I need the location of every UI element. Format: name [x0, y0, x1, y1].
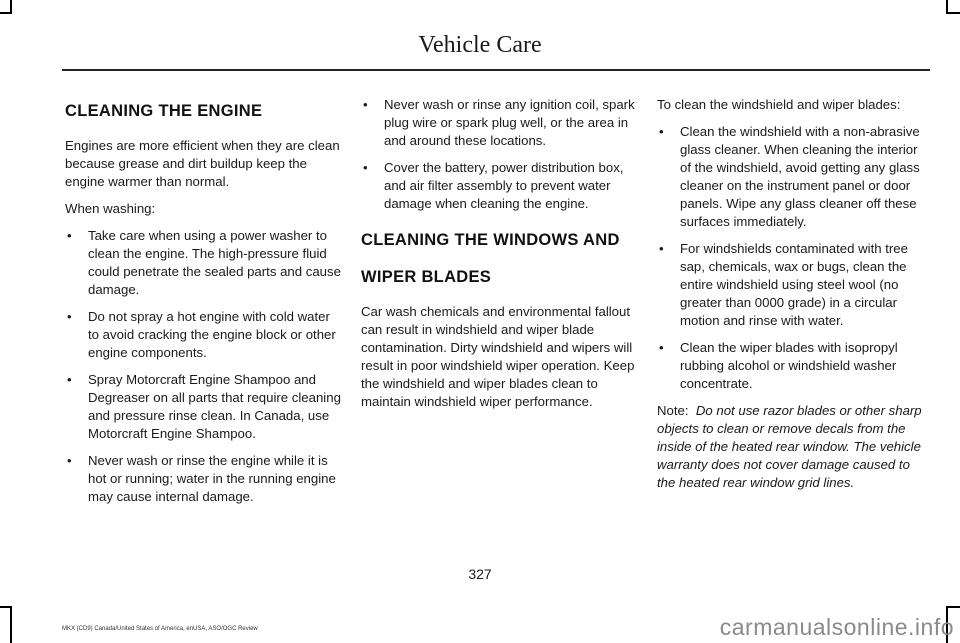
page-number: 327 [468, 566, 492, 582]
header-rule [62, 69, 930, 71]
crop-mark-top-left-h [0, 12, 12, 14]
crop-mark-top-right-h [946, 12, 960, 14]
crop-mark-bottom-right-h [946, 606, 960, 608]
bullet-icon: • [363, 160, 368, 175]
crop-mark-bottom-left-h [0, 606, 12, 608]
list-item-text: Clean the wiper blades with isopropyl rubbing alcohol or windshield washer concentrate. [680, 340, 898, 391]
windshield-intro: To clean the windshield and wiper blades: [657, 97, 901, 112]
list-item-text: For windshields contaminated with tree sap, chemicals, wax or bugs, clean the entire windshield using steel wool (no greater than 0000 grade) in a circular motion and rinse with water. [680, 241, 908, 328]
list-item [65, 308, 341, 362]
list-item [657, 240, 929, 330]
list-item [65, 371, 341, 443]
bullet-icon: • [363, 97, 368, 112]
section-heading-windows [361, 227, 636, 291]
list-item [361, 96, 636, 150]
list-item [65, 227, 341, 299]
column-2 [361, 96, 636, 420]
note-label: Note: [657, 403, 689, 418]
bullet-icon: • [659, 241, 664, 256]
section-heading-engine: CLEANING THE ENGINE [65, 102, 263, 120]
list-item-text: Clean the windshield with a non-abrasive glass cleaner. When cleaning the interior of the windshield, avoid getting any glass cleaner on the instrument panel or door panels. Wipe any glass cleaner off these surfaces immediately. [680, 124, 920, 229]
section-heading-windows-line1: CLEANING THE WINDOWS AND [361, 231, 620, 249]
list-item-text: Never wash or rinse any ignition coil, spark plug wire or spark plug well, or the area in and around these locations. [384, 97, 635, 148]
bullet-icon: • [67, 372, 72, 387]
column-1 [65, 96, 341, 515]
list-item-text: Never wash or rinse the engine while it is hot or running; water in the running engine may cause internal damage. [88, 453, 336, 504]
note-text: Do not use razor blades or other sharp objects to clean or remove decals from the inside of the heated rear window. The vehicle warranty does not cover damage caused to the heated rear window grid lines. [657, 403, 922, 490]
list-item [657, 339, 929, 393]
bullet-icon: • [659, 340, 664, 355]
engine-bullet-list [65, 227, 341, 506]
bullet-icon: • [67, 309, 72, 324]
list-item [65, 452, 341, 506]
crop-mark-bottom-left-v [10, 606, 12, 643]
column-3 [657, 96, 929, 501]
list-item-text: Take care when using a power washer to clean the engine. The high-pressure fluid could penetrate the sealed parts and cause damage. [88, 228, 341, 297]
bullet-icon: • [67, 453, 72, 468]
list-item-text: Spray Motorcraft Engine Shampoo and Degreaser on all parts that require cleaning and pressure rinse clean. In Canada, use Motorcraft Engine Shampoo. [88, 372, 341, 441]
windows-paragraph: Car wash chemicals and environmental fallout can result in windshield and wiper blade contamination. Dirty windshield and wipers will result in poor windshield wiper operation. Keep the windshield and wiper blades clean to maintain windshield wiper performance. [361, 304, 635, 409]
footer-text: MKX (CD9) Canada/United States of America, enUSA, ASO/OGC Review [62, 626, 258, 632]
note [657, 402, 929, 492]
section-heading-windows-line2: WIPER BLADES [361, 268, 492, 286]
bullet-icon: • [67, 228, 72, 243]
list-item-text: Cover the battery, power distribution box, and air filter assembly to prevent water damage when cleaning the engine. [384, 160, 624, 211]
page-header-title: Vehicle Care [418, 32, 542, 58]
bullet-icon: • [659, 124, 664, 139]
list-item-text: Do not spray a hot engine with cold water to avoid cracking the engine block or other engine components. [88, 309, 336, 360]
when-washing-label: When washing: [65, 201, 156, 216]
list-item [657, 123, 929, 231]
engine-intro: Engines are more efficient when they are clean because grease and dirt buildup keep the engine warmer than normal. [65, 138, 340, 189]
watermark: carmanualsonline.info [719, 614, 954, 640]
list-item [361, 159, 636, 213]
windshield-bullet-list [657, 123, 929, 393]
engine-bullet-list-continued [361, 96, 636, 213]
